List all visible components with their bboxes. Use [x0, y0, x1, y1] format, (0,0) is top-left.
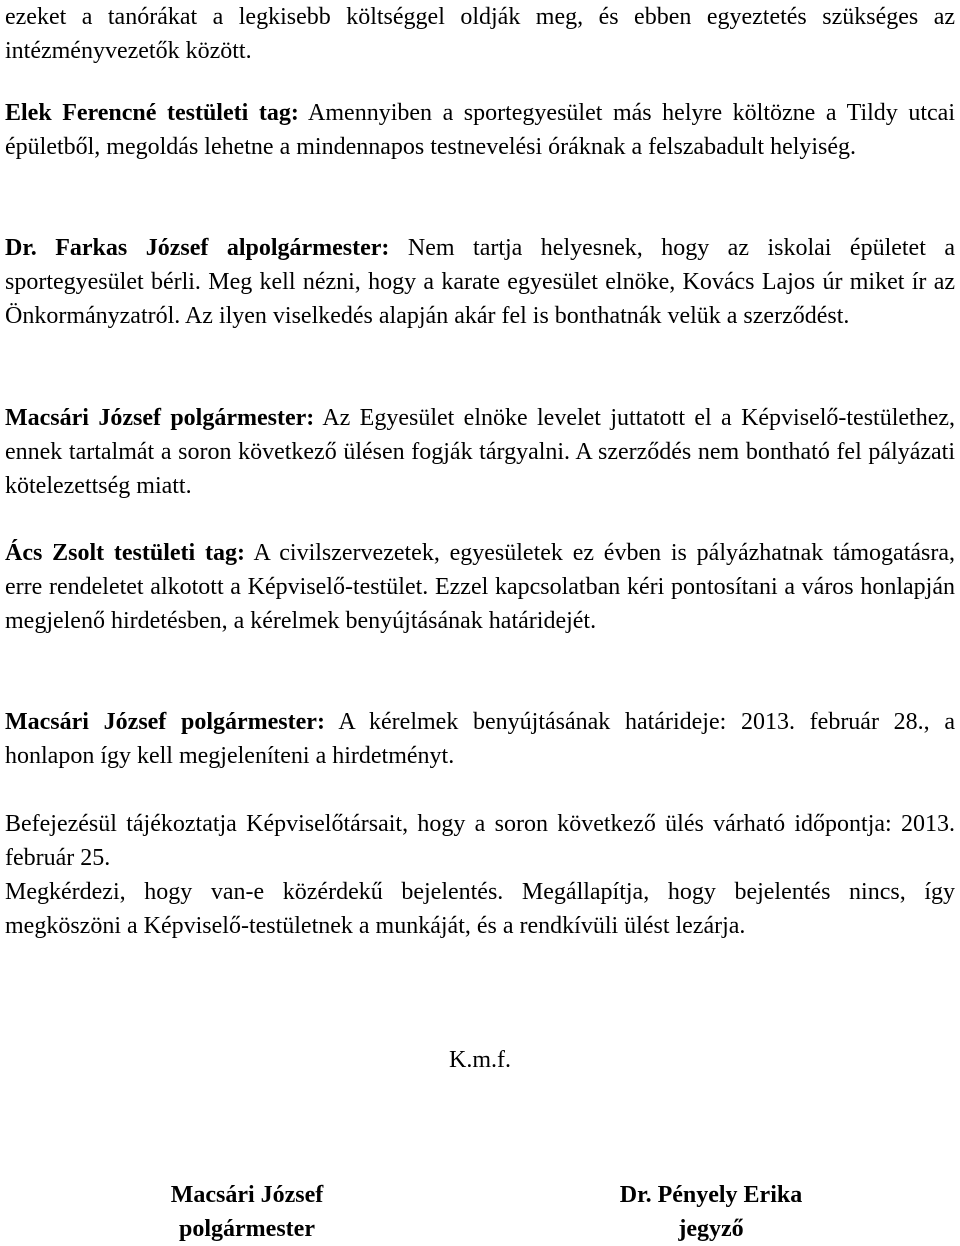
- kmf-label: K.m.f.: [449, 1047, 511, 1073]
- signature-name: Dr. Pényely Erika: [619, 1182, 803, 1208]
- signature-name: Macsári József: [170, 1182, 324, 1208]
- paragraph-elek-ferencne: [5, 96, 955, 164]
- paragraph-macsari-jozsef-2: [5, 705, 955, 773]
- paragraph-text: A kérelmek benyújtásának határideje: 2013. február 28., a honlapon így kell megjeleníteni a hirdetményt.: [5, 709, 956, 769]
- paragraph-closing-next-session: [5, 807, 955, 875]
- paragraph-text: ezeket a tanórákat a legkisebb költséggel oldják meg, és ebben egyeztetés szükséges az intézményvezetők között.: [5, 4, 955, 64]
- paragraph-speaker: Dr. Farkas József alpolgármester:: [5, 235, 390, 261]
- signature-mayor: [97, 1178, 397, 1246]
- paragraph-farkas-jozsef: [5, 231, 955, 333]
- paragraph-speaker: Ács Zsolt testületi tag:: [5, 540, 245, 566]
- paragraph-speaker: Macsári József polgármester:: [5, 709, 325, 735]
- paragraph-text: Nem tartja helyesnek, hogy az iskolai épületet a sportegyesület bérli. Meg kell nézni, hogy a karate egyesület elnöke, Kovács Lajos úr miket ír az Önkormányzatról. Az ilyen viselkedés alapján akár fel is bonthatnák velük a szerződést.: [5, 235, 955, 329]
- paragraph-acs-zsolt: [5, 536, 955, 638]
- paragraph-text: Amennyiben a sportegyesület más helyre költözne a Tildy utcai épületből, megoldás lehetne a mindennapos testnevelési óráknak a felszabadult helyiség.: [5, 100, 955, 160]
- paragraph-macsari-jozsef-1: [5, 401, 955, 503]
- paragraph-text: A civilszervezetek, egyesületek ez évben is pályázhatnak támogatásra, erre rendeletet alkotott a Képviselő-testület. Ezzel kapcsolatban kéri pontosítani a város honlapján megjelenő hirdetésben, a kérelmek benyújtásának határidejét.: [5, 540, 956, 634]
- paragraph-speaker: Macsári József polgármester:: [5, 405, 315, 431]
- paragraph-text: Az Egyesület elnöke levelet juttatott el a Képviselő-testülethez, ennek tartalmát a soron következő ülésen fogják tárgyalni. A szerződés nem bontható fel pályázati kötelezettség miatt.: [5, 405, 955, 499]
- paragraph-intro-continuation: [5, 0, 955, 68]
- signature-title: jegyző: [678, 1216, 744, 1242]
- paragraph-closing-announcements: [5, 875, 955, 943]
- paragraph-speaker: Elek Ferencné testületi tag:: [5, 100, 299, 126]
- signature-title: polgármester: [179, 1216, 315, 1242]
- paragraph-text: Befejezésül tájékoztatja Képviselőtársait, hogy a soron következő ülés várható időpontja: 2013. február 25.: [5, 811, 955, 871]
- signature-notary: [561, 1178, 861, 1246]
- paragraph-text: Megkérdezi, hogy van-e közérdekű bejelentés. Megállapítja, hogy bejelentés nincs, így megköszöni a Képviselő-testületnek a munkáját, és a rendkívüli ülést lezárja.: [5, 879, 955, 939]
